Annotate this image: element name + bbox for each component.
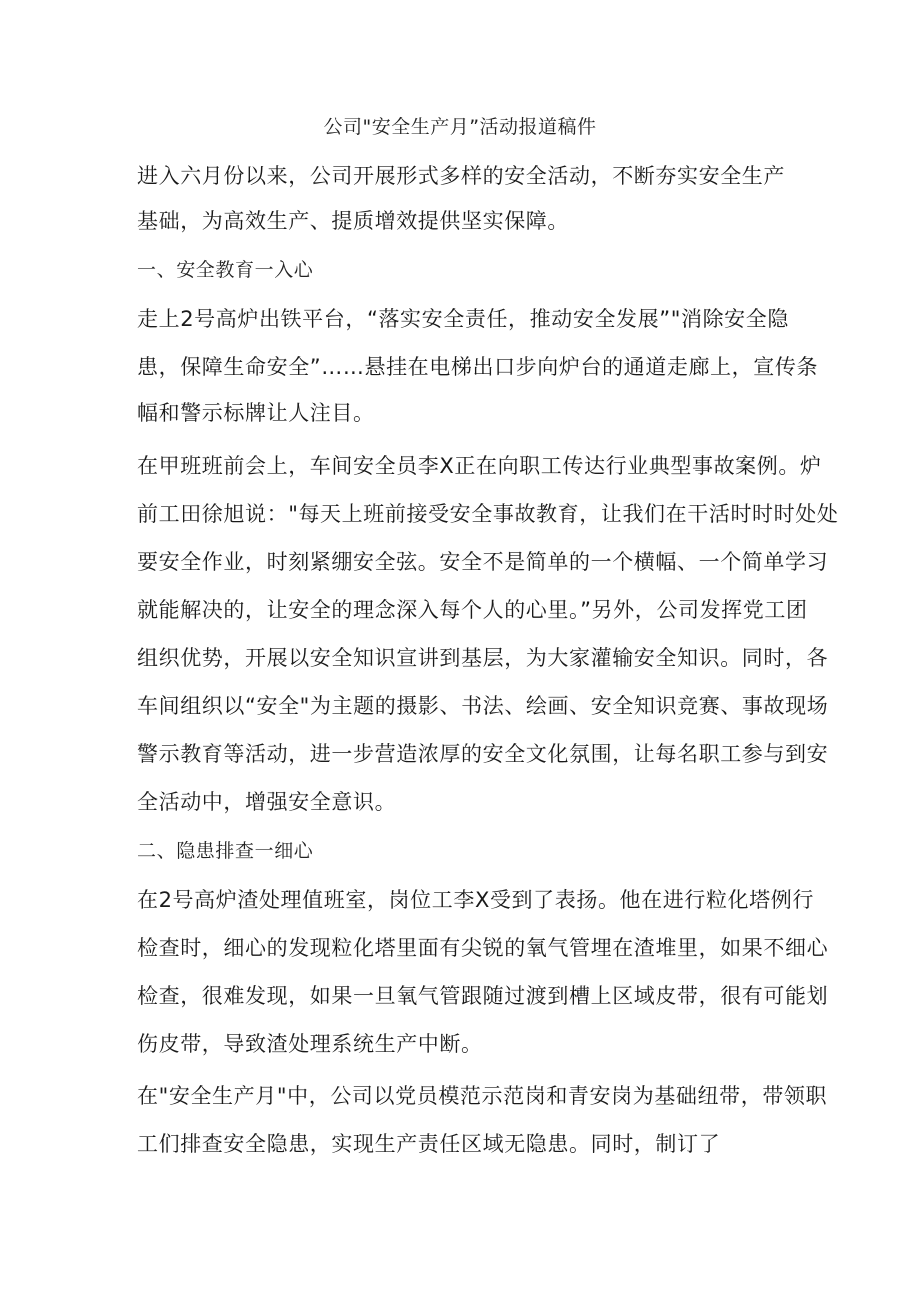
section1-p2-line-3: 要安全作业，时刻紧绷安全弦。安全不是简单的一个横幅、一个简单学习 bbox=[137, 550, 829, 574]
section1-p2-line-7: 警示教育等活动，进一步营造浓厚的安全文化氛围，让每名职工参与到安 bbox=[137, 742, 829, 766]
section2-p1-line-4: 伤皮带，导致渣处理系统生产中断。 bbox=[137, 1032, 483, 1056]
section1-p1-line-3: 幅和警示标牌让人注目。 bbox=[137, 401, 375, 425]
intro-line-1: 进入六月份以来，公司开展形式多样的安全活动，不断夯实安全生产 bbox=[137, 164, 785, 188]
section1-p2-line-8: 全活动中，增强安全意识。 bbox=[137, 790, 397, 814]
section1-p1-line-1: 走上2号高炉出铁平台，“落实安全责任，推动安全发展”"消除安全隐 bbox=[137, 307, 789, 331]
section2-p1-line-1: 在2号高炉渣处理值班室，岗位工李X受到了表扬。他在进行粒化塔例行 bbox=[137, 888, 814, 912]
section1-p1-line-2: 患，保障生命安全”……悬挂在电梯出口步向炉台的通道走廊上，宣传条 bbox=[137, 355, 819, 379]
section1-p2-line-5: 组织优势，开展以安全知识宣讲到基层，为大家灌输安全知识。同时，各 bbox=[137, 646, 829, 670]
section2-p2-line-1: 在"安全生产月"中，公司以党员模范示范岗和青安岗为基础纽带，带领职 bbox=[137, 1084, 828, 1108]
section-heading-1: 一、安全教育一入心 bbox=[137, 259, 314, 281]
section-heading-2: 二、隐患排查一细心 bbox=[137, 840, 314, 862]
section1-p2-line-2: 前工田徐旭说："每天上班前接受安全事故教育，让我们在干活时时时处处 bbox=[137, 502, 839, 526]
section2-p1-line-3: 检查，很难发现，如果一旦氧气管跟随过渡到槽上区域皮带，很有可能划 bbox=[137, 984, 829, 1008]
section2-p1-line-2: 检查时，细心的发现粒化塔里面有尖锐的氧气管埋在渣堆里，如果不细心 bbox=[137, 936, 829, 960]
intro-line-2: 基础，为高效生产、提质增效提供坚实保障。 bbox=[137, 209, 569, 233]
section1-p2-line-4: 就能解决的，让安全的理念深入每个人的心里。”另外，公司发挥党工团 bbox=[137, 598, 808, 622]
section2-p2-line-2: 工们排查安全隐患，实现生产责任区域无隐患。同时，制订了 bbox=[137, 1132, 721, 1156]
section1-p2-line-6: 车间组织以“安全"为主题的摄影、书法、绘画、安全知识竞赛、事故现场 bbox=[137, 694, 829, 718]
section1-p2-line-1: 在甲班班前会上，车间安全员李X正在向职工传达行业典型事故案例。炉 bbox=[137, 454, 822, 478]
document-title: 公司"安全生产月”活动报道稿件 bbox=[323, 116, 597, 138]
